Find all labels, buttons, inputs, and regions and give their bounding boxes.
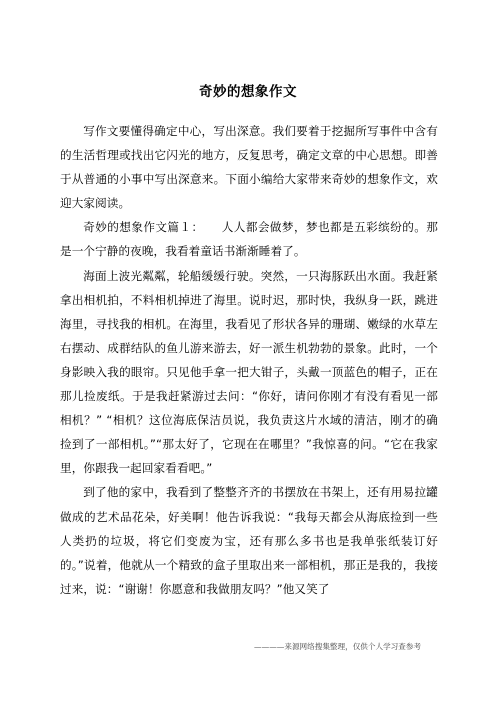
source-footer: ————来源网络搜集整理，仅供个人学习查参考: [254, 642, 422, 651]
document-body: [60, 119, 438, 601]
document-title: 奇妙的想象作文: [199, 84, 297, 100]
paragraph: 奇妙的想象作文篇１： 人人都会做梦，梦也都是五彩缤纷的。那是一个宁静的夜晚，我看着童话书渐渐睡着了。: [60, 220, 438, 259]
paragraph: 到了他的家中，我看到了整整齐齐的书摆放在书架上，还有用易拉罐做成的艺术品花朵，好美啊！他告诉我说：“我每天都会从海底捡到一些人类扔的垃圾，将它们变废为宝，还有那么多书也是我单张纸装订好的。”说着，他就从一个精致的盒子里取出来一部相机，那正是我的，我接过来，说：“谢谢！你愿意和我做朋友吗？”他又笑了: [60, 485, 438, 596]
paragraph: 海面上波光粼粼，轮船缓缓行驶。突然，一只海豚跃出水面。我赶紧拿出相机拍，不料相机掉进了海里。说时迟，那时快，我纵身一跃，跳进海里，寻找我的相机。在海里，我看见了形状各异的珊瑚、嫩绿的水草左右摆动、成群结队的鱼儿游来游去，好一派生机勃勃的景象。此时，一个身影映入我的眼帘。只见他手拿一把大钳子，头戴一顶蓝色的帽子，正在那儿捡废纸。于是我赶紧游过去问：“你好，请问你刚才有没有看见一部相机？” “相机？这位海底保洁员说，我负责这片水域的清洁，刚才的确捡到了一部相机。”“那太好了，它现在在哪里？”我惊喜的问。“它在我家里，你跟我一起回家看看吧。”: [60, 268, 438, 476]
paragraph: 写作文要懂得确定中心，写出深意。我们要着于挖掘所写事件中含有的生活哲理或找出它闪光的地方，反复思考，确定文章的中心思想。即善于从普通的小事中写出深意来。下面小编给大家带来奇妙的想象作文，欢迎大家阅读。: [60, 124, 438, 211]
